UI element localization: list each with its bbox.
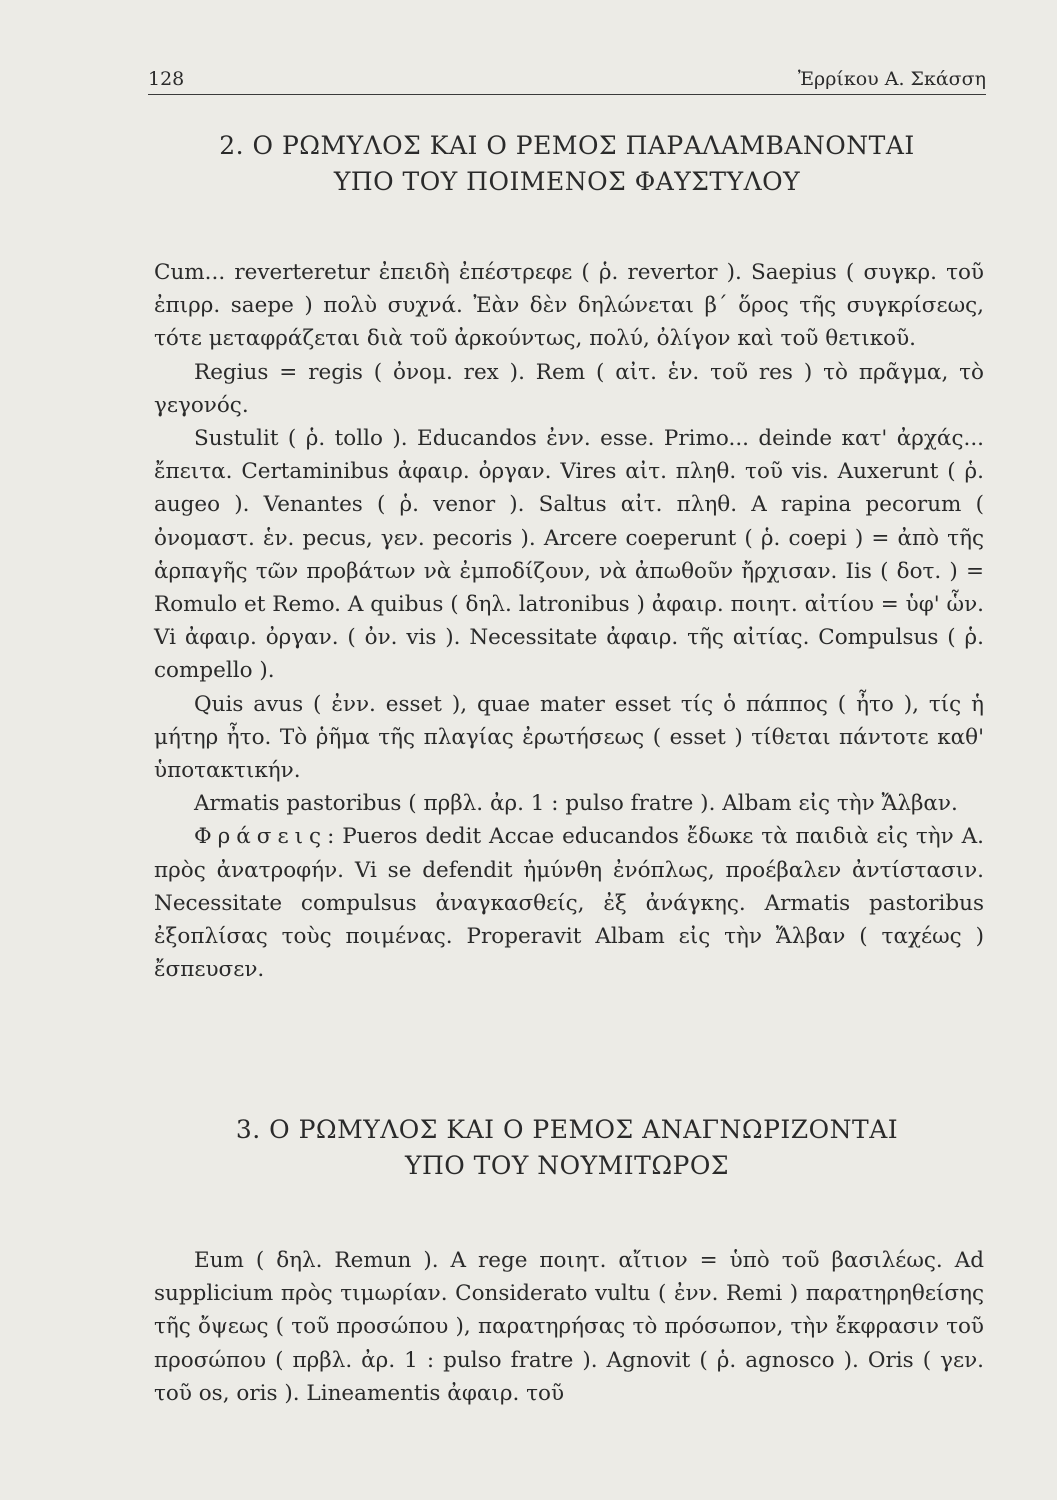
section-2-body — [154, 256, 984, 986]
section-2-title-line-2: ΥΠΟ ΤΟΥ ΠΟΙΜΕΝΟΣ ΦΑΥΣΤΥΛΟΥ — [333, 167, 801, 196]
paragraph: Sustulit ( ῥ. tollo ). Educandos ἐνν. esse. Primo... deinde κατ' ἀρχάς... ἔπειτα. Certaminibus ἀφαιρ. ὀργαν. Vires αἰτ. πληθ. τοῦ vis. Auxerunt ( ῥ. augeo ). Venantes ( ῥ. venor ). Saltus αἰτ. πληθ. A rapina pecorum ( ὀνομαστ. ἑν. pecus, γεν. pecoris ). Arcere coeperunt ( ῥ. coepi ) = ἀπὸ τῆς ἁρπαγῆς τῶν προβάτων νὰ ἐμποδίζουν, νὰ ἀπωθοῦν ἤρχισαν. Iis ( δοτ. ) = Romulo et Remo. A quibus ( δηλ. latronibus ) ἀφαιρ. ποιητ. αἰτίου = ὑφ' ὧν. Vi ἀφαιρ. ὀργαν. ( ὀν. vis ). Necessitate ἀφαιρ. τῆς αἰτίας. Compulsus ( ῥ. compello ). — [154, 426, 984, 684]
phrases-label: Φράσεις — [194, 824, 328, 850]
section-3-title-line-1: 3. Ο ΡΩΜΥΛΟΣ ΚΑΙ Ο ΡΕΜΟΣ ΑΝΑΓΝΩΡΙΖΟΝΤΑΙ — [235, 1115, 899, 1144]
phrases-paragraph — [154, 820, 984, 986]
running-head — [148, 62, 986, 95]
paragraph: Cum... reverteretur ἐπειδὴ ἐπέστρεφε ( ῥ. revertor ). Saepius ( συγκρ. τοῦ ἐπιρρ. saepe ) πολὺ συχνά. Ἐὰν δὲν δηλώνεται β΄ ὅρος τῆς συγκρίσεως, τότε μεταφράζεται διὰ τοῦ ἀρκούντως, πολύ, ὀλίγον καὶ τοῦ θετικοῦ. — [154, 260, 984, 352]
running-head-author: Ἐρρίκου Α. Σκάσση — [797, 68, 986, 90]
paragraph: Quis avus ( ἐνν. esset ), quae mater esset τίς ὁ πάππος ( ἦτο ), τίς ἡ μήτηρ ἦτο. Τὸ ῥῆμα τῆς πλαγίας ἐρωτήσεως ( esset ) τίθεται πάντοτε καθ' ὑποτακτικήν. — [154, 691, 984, 784]
page-number: 128 — [148, 68, 185, 90]
section-2-title-line-1: 2. Ο ΡΩΜΥΛΟΣ ΚΑΙ Ο ΡΕΜΟΣ ΠΑΡΑΛΑΜΒΑΝΟΝΤΑΙ — [219, 131, 915, 160]
paragraph: Eum ( δηλ. Remun ). A rege ποιητ. αἴτιον = ὑπὸ τοῦ βασιλέως. Ad supplicium πρὸς τιμωρίαν. Considerato vultu ( ἐνν. Remi ) παρατηρηθείσης τῆς ὄψεως ( τοῦ προσώπου ), παρατηρήσας τὸ πρόσωπον, τὴν ἔκφρασιν τοῦ προσώπου ( πρβλ. ἀρ. 1 : pulso fratre ). Agnovit ( ῥ. agnosco ). Oris ( γεν. τοῦ os, oris ). Lineamentis ἀφαιρ. τοῦ — [154, 1248, 984, 1406]
section-3-title — [148, 1112, 986, 1184]
paragraph: Armatis pastoribus ( πρβλ. ἀρ. 1 : pulso fratre ). Albam εἰς τὴν Ἄλβαν. — [194, 791, 958, 817]
section-3-body — [154, 1244, 984, 1410]
section-2-title — [148, 128, 986, 200]
paragraph: Regius = regis ( ὀνομ. rex ). Rem ( αἰτ. ἑν. τοῦ res ) τὸ πρᾶγμα, τὸ γεγονός. — [154, 359, 984, 418]
section-3-title-line-2: ΥΠΟ ΤΟΥ ΝΟΥΜΙΤΩΡΟΣ — [404, 1151, 730, 1180]
phrases-text: : Pueros dedit Accae educandos ἔδωκε τὰ παιδιὰ εἰς τὴν Α. πρὸς ἀνατροφήν. Vi se defendit ἠμύνθη ἐνόπλως, προέβαλεν ἀντίστασιν. Necessitate compulsus ἀναγκασθείς, ἐξ ἀνάγκης. Armatis pastoribus ἐξοπλίσας τοὺς ποιμένας. Properavit Albam εἰς τὴν Ἄλβαν ( ταχέως ) ἔσπευσεν. — [154, 824, 984, 983]
